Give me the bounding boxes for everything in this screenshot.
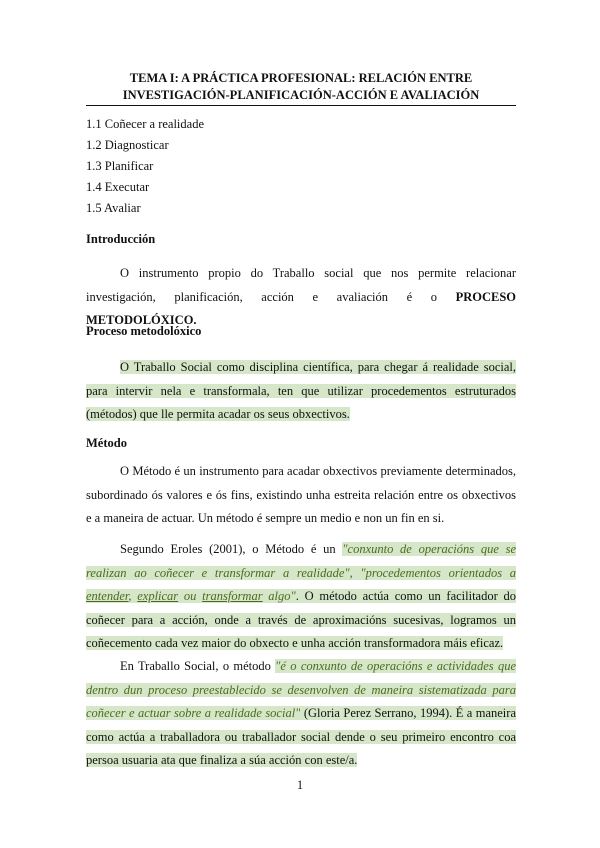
title-line-2: INVESTIGACIÓN-PLANIFICACIÓN-ACCIÓN E AVALIACIÓN [122, 88, 480, 102]
page-number: 1 [296, 778, 304, 792]
p2-quote-2: algo" [262, 589, 296, 603]
title-line-1: TEMA I: A PRÁCTICA PROFESIONAL: RELACIÓN ENTRE [129, 71, 473, 85]
toc-item-5: 1.5 Avaliar [86, 201, 141, 215]
p3-intro: En Traballo Social, o método [120, 659, 276, 673]
metodo-paragraph-3 [86, 655, 516, 773]
table-of-contents [86, 114, 204, 219]
p2-underlined-explicar: explicar [137, 589, 179, 603]
p2-comma: , [128, 589, 138, 603]
p3-citation: (Gloria Perez Serrano, 1994). É a maneira como actúa a traballadora ou traballador social dende o seu primeiro encontro coa persoa usuaria ata que finaliza a súa acción con este/a. [86, 706, 516, 767]
heading-introduccion: Introducción [86, 232, 156, 246]
intro-bold-term: PROCESO METODOLÓXICO. [86, 289, 516, 327]
toc-item-4: 1.4 Executar [86, 180, 150, 194]
p2-rest: . O método actúa como un facilitador do coñecer para a acción, onde a través de aproximacións sucesivas, logramos un coñecemento cada vez maior do obxecto e unha acción transformadora máis eficaz. [86, 589, 516, 650]
p2-underlined-transformar: transformar [202, 589, 263, 603]
heading-metodo: Método [86, 436, 127, 450]
p2-quote-1: "conxunto de operacións que se realizan ao coñecer e transformar a realidade", "procedementos orientados a [86, 542, 516, 580]
page-title [86, 70, 516, 104]
p2-intro: Segundo Eroles (2001), o Método é un [120, 542, 343, 556]
p2-ou: ou [178, 589, 203, 603]
intro-text: O instrumento propio do Traballo social que nos permite relacionar investigación, planificación, acción e avaliación é o [86, 266, 516, 304]
p2-highlight [86, 542, 516, 650]
p3-quote: "é o conxunto de operacións e actividades que dentro dun proceso preestablecido se desenvolven de maneira sistematizada para coñecer e actuar sobre a realidade social" [86, 659, 516, 720]
title-underline [86, 105, 516, 106]
toc-item-2: 1.2 Diagnosticar [86, 138, 169, 152]
p2-underlined-entender: entender [86, 589, 129, 603]
metodo-paragraph-1: O Método é un instrumento para acadar obxectivos previamente determinados, subordinado ós valores e ós fins, existindo unha estreita relación entre os obxectivos e a maneira de actuar. Un método é sempre un medio e non un fin en si. [86, 464, 516, 525]
heading-proceso-metodoloxico: Proceso metodolóxico [86, 324, 202, 338]
toc-item-1: 1.1 Coñecer a realidade [86, 117, 204, 131]
proceso-highlighted-text: O Traballo Social como disciplina científica, para chegar á realidade social, para intervir nela e transformala, ten que utilizar procedementos estruturados (métodos) que lle permita acadar os seus obxectivos. [86, 360, 516, 421]
proceso-paragraph [86, 356, 516, 427]
metodo-paragraph-2 [86, 538, 516, 656]
toc-item-3: 1.3 Planificar [86, 159, 154, 173]
